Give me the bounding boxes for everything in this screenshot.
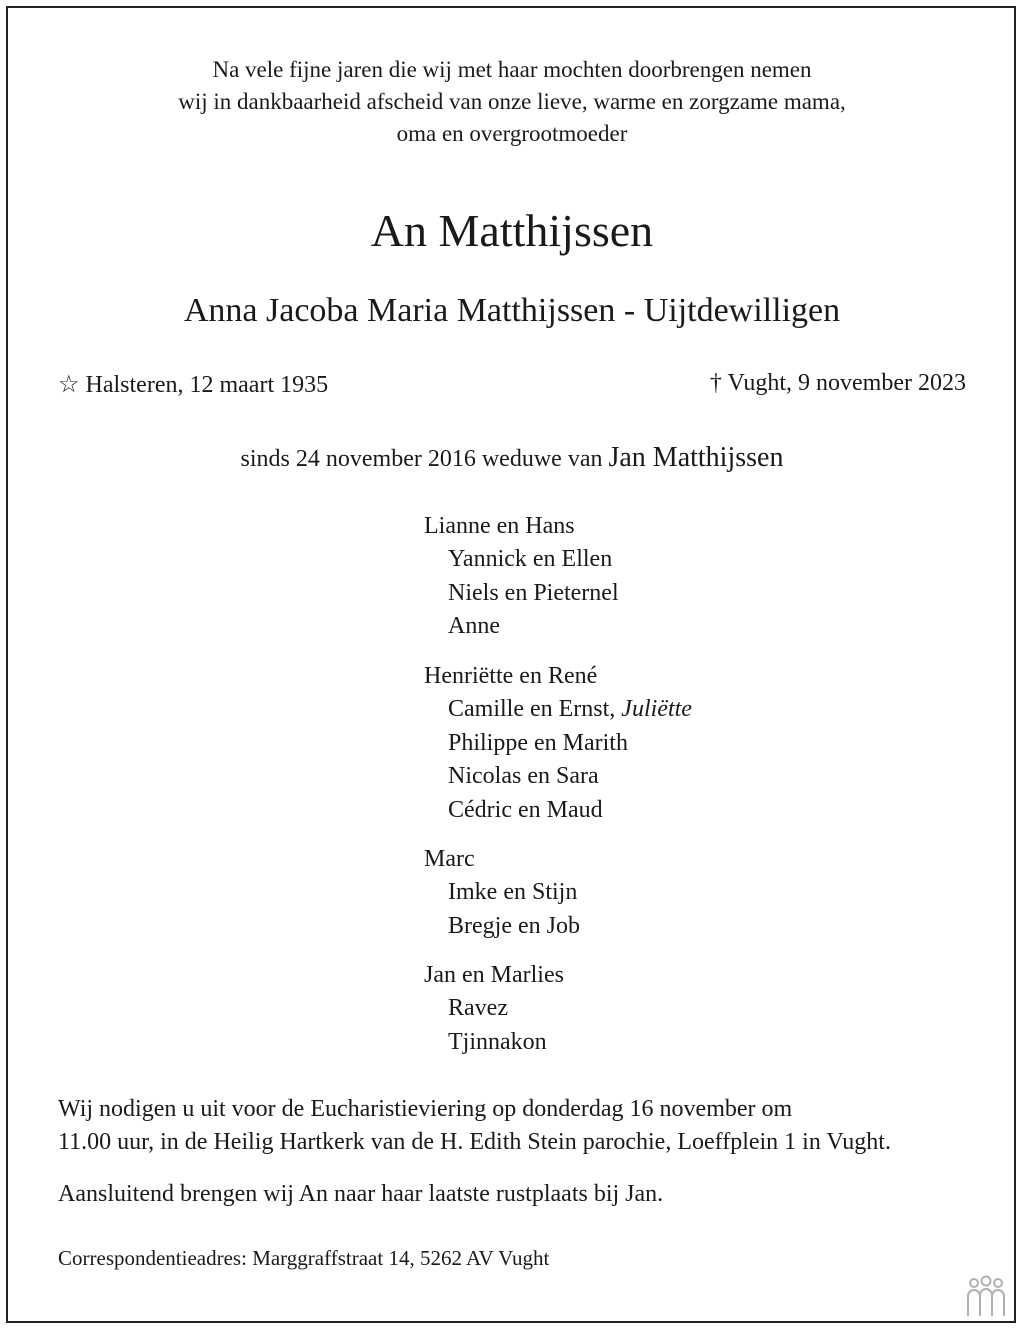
correspondence-address: Correspondentieadres: Marggraffstraat 14, 5262 AV Vught: [58, 1246, 550, 1270]
family-group: [424, 843, 580, 943]
family-child: Anne: [448, 613, 500, 640]
family-child: Tjinnakon: [448, 1028, 547, 1055]
family-child: Niels en Pieternel: [448, 579, 619, 606]
family-child: Imke en Stijn: [448, 879, 578, 906]
family-child: Camille en Ernst,: [448, 696, 616, 723]
family-group: [424, 510, 619, 644]
family-child-row: [424, 693, 692, 726]
invitation-line-1: Wij nodigen u uit voor de Eucharistieviering op donderdag 16 november om: [58, 1096, 793, 1122]
family-group: [424, 660, 692, 827]
family-child: Yannick en Ellen: [448, 546, 613, 573]
family-child: Nicolas en Sara: [448, 763, 599, 790]
family-parent: Lianne en Hans: [424, 513, 575, 539]
widow-prefix: sinds 24 november 2016 weduwe van: [240, 446, 603, 472]
death-date: † Vught, 9 november 2023: [709, 370, 966, 396]
family-child: Cédric en Maud: [448, 796, 603, 823]
invitation-line-2: 11.00 uur, in de Heilig Hartkerk van de H. Edith Stein parochie, Loeffplein 1 in Vught.: [58, 1129, 891, 1155]
deceased-name: An Matthijssen: [370, 205, 654, 256]
burial-text: Aansluitend brengen wij An naar haar laatste rustplaats bij Jan.: [58, 1181, 664, 1207]
intro-line-2: wij in dankbaarheid afscheid van onze lieve, warme en zorgzame mama,: [178, 89, 846, 114]
family-parent: Henriëtte en René: [424, 663, 598, 689]
family-child: Bregje en Job: [448, 912, 580, 939]
birth-date: ☆ Halsteren, 12 maart 1935: [58, 372, 329, 398]
intro-line-1: Na vele fijne jaren die wij met haar mochten doorbrengen nemen: [212, 57, 812, 82]
deceased-full-name: Anna Jacoba Maria Matthijssen - Uijtdewilligen: [183, 292, 841, 329]
family-parent: Marc: [424, 846, 475, 872]
family-group: [424, 959, 564, 1059]
husband-name: Jan Matthijssen: [608, 442, 784, 473]
intro-line-3: oma en overgrootmoeder: [396, 121, 628, 146]
people-group-icon: [962, 1274, 1010, 1322]
family-child: Philippe en Marith: [448, 729, 628, 756]
family-child: Ravez: [448, 995, 508, 1022]
widow-line: [0, 442, 1024, 474]
great-grandchild: Juliëtte: [621, 696, 692, 723]
invitation-text: [58, 1093, 891, 1159]
family-parent: Jan en Marlies: [424, 962, 564, 988]
